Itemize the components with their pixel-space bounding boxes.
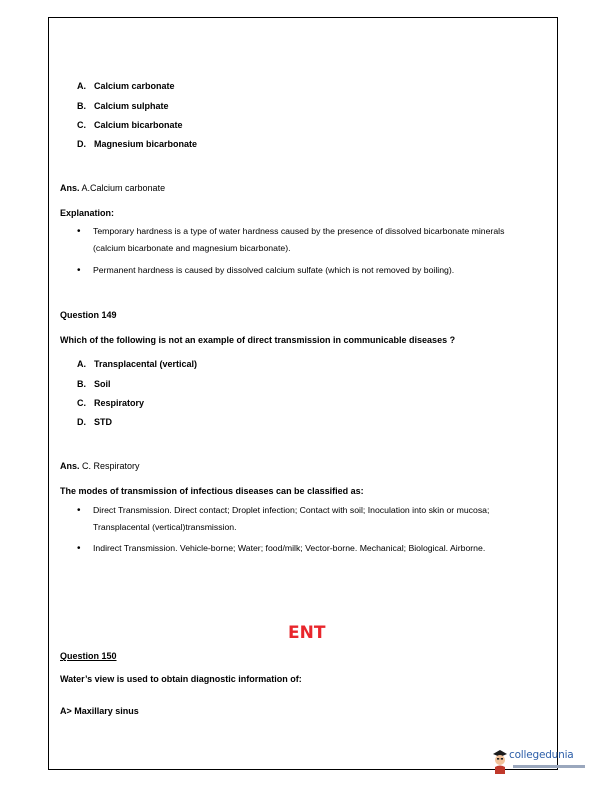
logo-tagline-bar: [513, 765, 585, 768]
collegedunia-logo: [491, 747, 591, 777]
q149-explanation-heading: The modes of transmission of infectious diseases can be classified as:: [60, 486, 364, 496]
q149-title: Question 149: [60, 310, 117, 320]
option-letter: A.: [77, 359, 86, 369]
section-title: ENT: [288, 623, 326, 643]
q148-option-d: [77, 139, 197, 149]
option-text: Transplacental (vertical): [94, 359, 198, 369]
option-letter: D.: [77, 417, 86, 427]
q149-option-d: [77, 417, 112, 427]
option-text: Magnesium bicarbonate: [94, 139, 198, 149]
option-letter: B.: [77, 101, 86, 111]
option-letter: A.: [77, 81, 86, 91]
q149-option-b: [77, 379, 111, 389]
q148-option-a: [77, 81, 175, 91]
answer-text: A.Calcium carbonate: [81, 183, 166, 193]
q149-option-c: [77, 398, 144, 408]
answer-label: Ans.: [60, 183, 80, 193]
q149-question: Which of the following is not an example of direct transmission in communicable diseases ?: [60, 335, 456, 345]
option-text: Respiratory: [94, 398, 145, 408]
q148-explanation-bullet-1: • Temporary hardness is a type of water hardness caused by the presence of dissolved bicarbonate minerals (calcium bicarbonate and magnesium bicarbonate).: [93, 223, 533, 257]
option-text: Calcium carbonate: [94, 81, 175, 91]
option-text: Calcium sulphate: [94, 101, 169, 111]
q148-explanation-bullet-2: • Permanent hardness is caused by dissolved calcium sulfate (which is not removed by boiling).: [93, 262, 533, 279]
q148-option-c: [77, 120, 183, 130]
option-letter: D.: [77, 139, 86, 149]
option-text: Calcium bicarbonate: [94, 120, 183, 130]
option-letter: C.: [77, 398, 86, 408]
q150-option-a: A> Maxillary sinus: [60, 706, 139, 716]
answer-text: C. Respiratory: [82, 461, 140, 471]
option-text: Soil: [94, 379, 111, 389]
option-letter: C.: [77, 120, 86, 130]
option-letter: B.: [77, 379, 86, 389]
q149-explanation-bullet-2: • Indirect Transmission. Vehicle-borne; Water; food/milk; Vector-borne. Mechanical; Biological. Airborne.: [93, 540, 533, 557]
mascot-icon: [491, 747, 509, 775]
q149-option-a: [77, 359, 197, 369]
q149-answer: [60, 461, 140, 471]
q149-explanation-bullet-1: • Direct Transmission. Direct contact; Droplet infection; Contact with soil; Inoculation into skin or mucosa; Transplacental (vertical)transmission.: [93, 502, 533, 536]
q148-answer: [60, 183, 165, 193]
q150-question: Water’s view is used to obtain diagnostic information of:: [60, 674, 302, 684]
q150-title: Question 150: [60, 651, 117, 661]
q148-explanation-heading: Explanation:: [60, 208, 115, 218]
answer-label: Ans.: [60, 461, 80, 471]
option-text: STD: [94, 417, 112, 427]
logo-text: collegedunia: [509, 749, 574, 761]
q148-option-b: [77, 101, 169, 111]
